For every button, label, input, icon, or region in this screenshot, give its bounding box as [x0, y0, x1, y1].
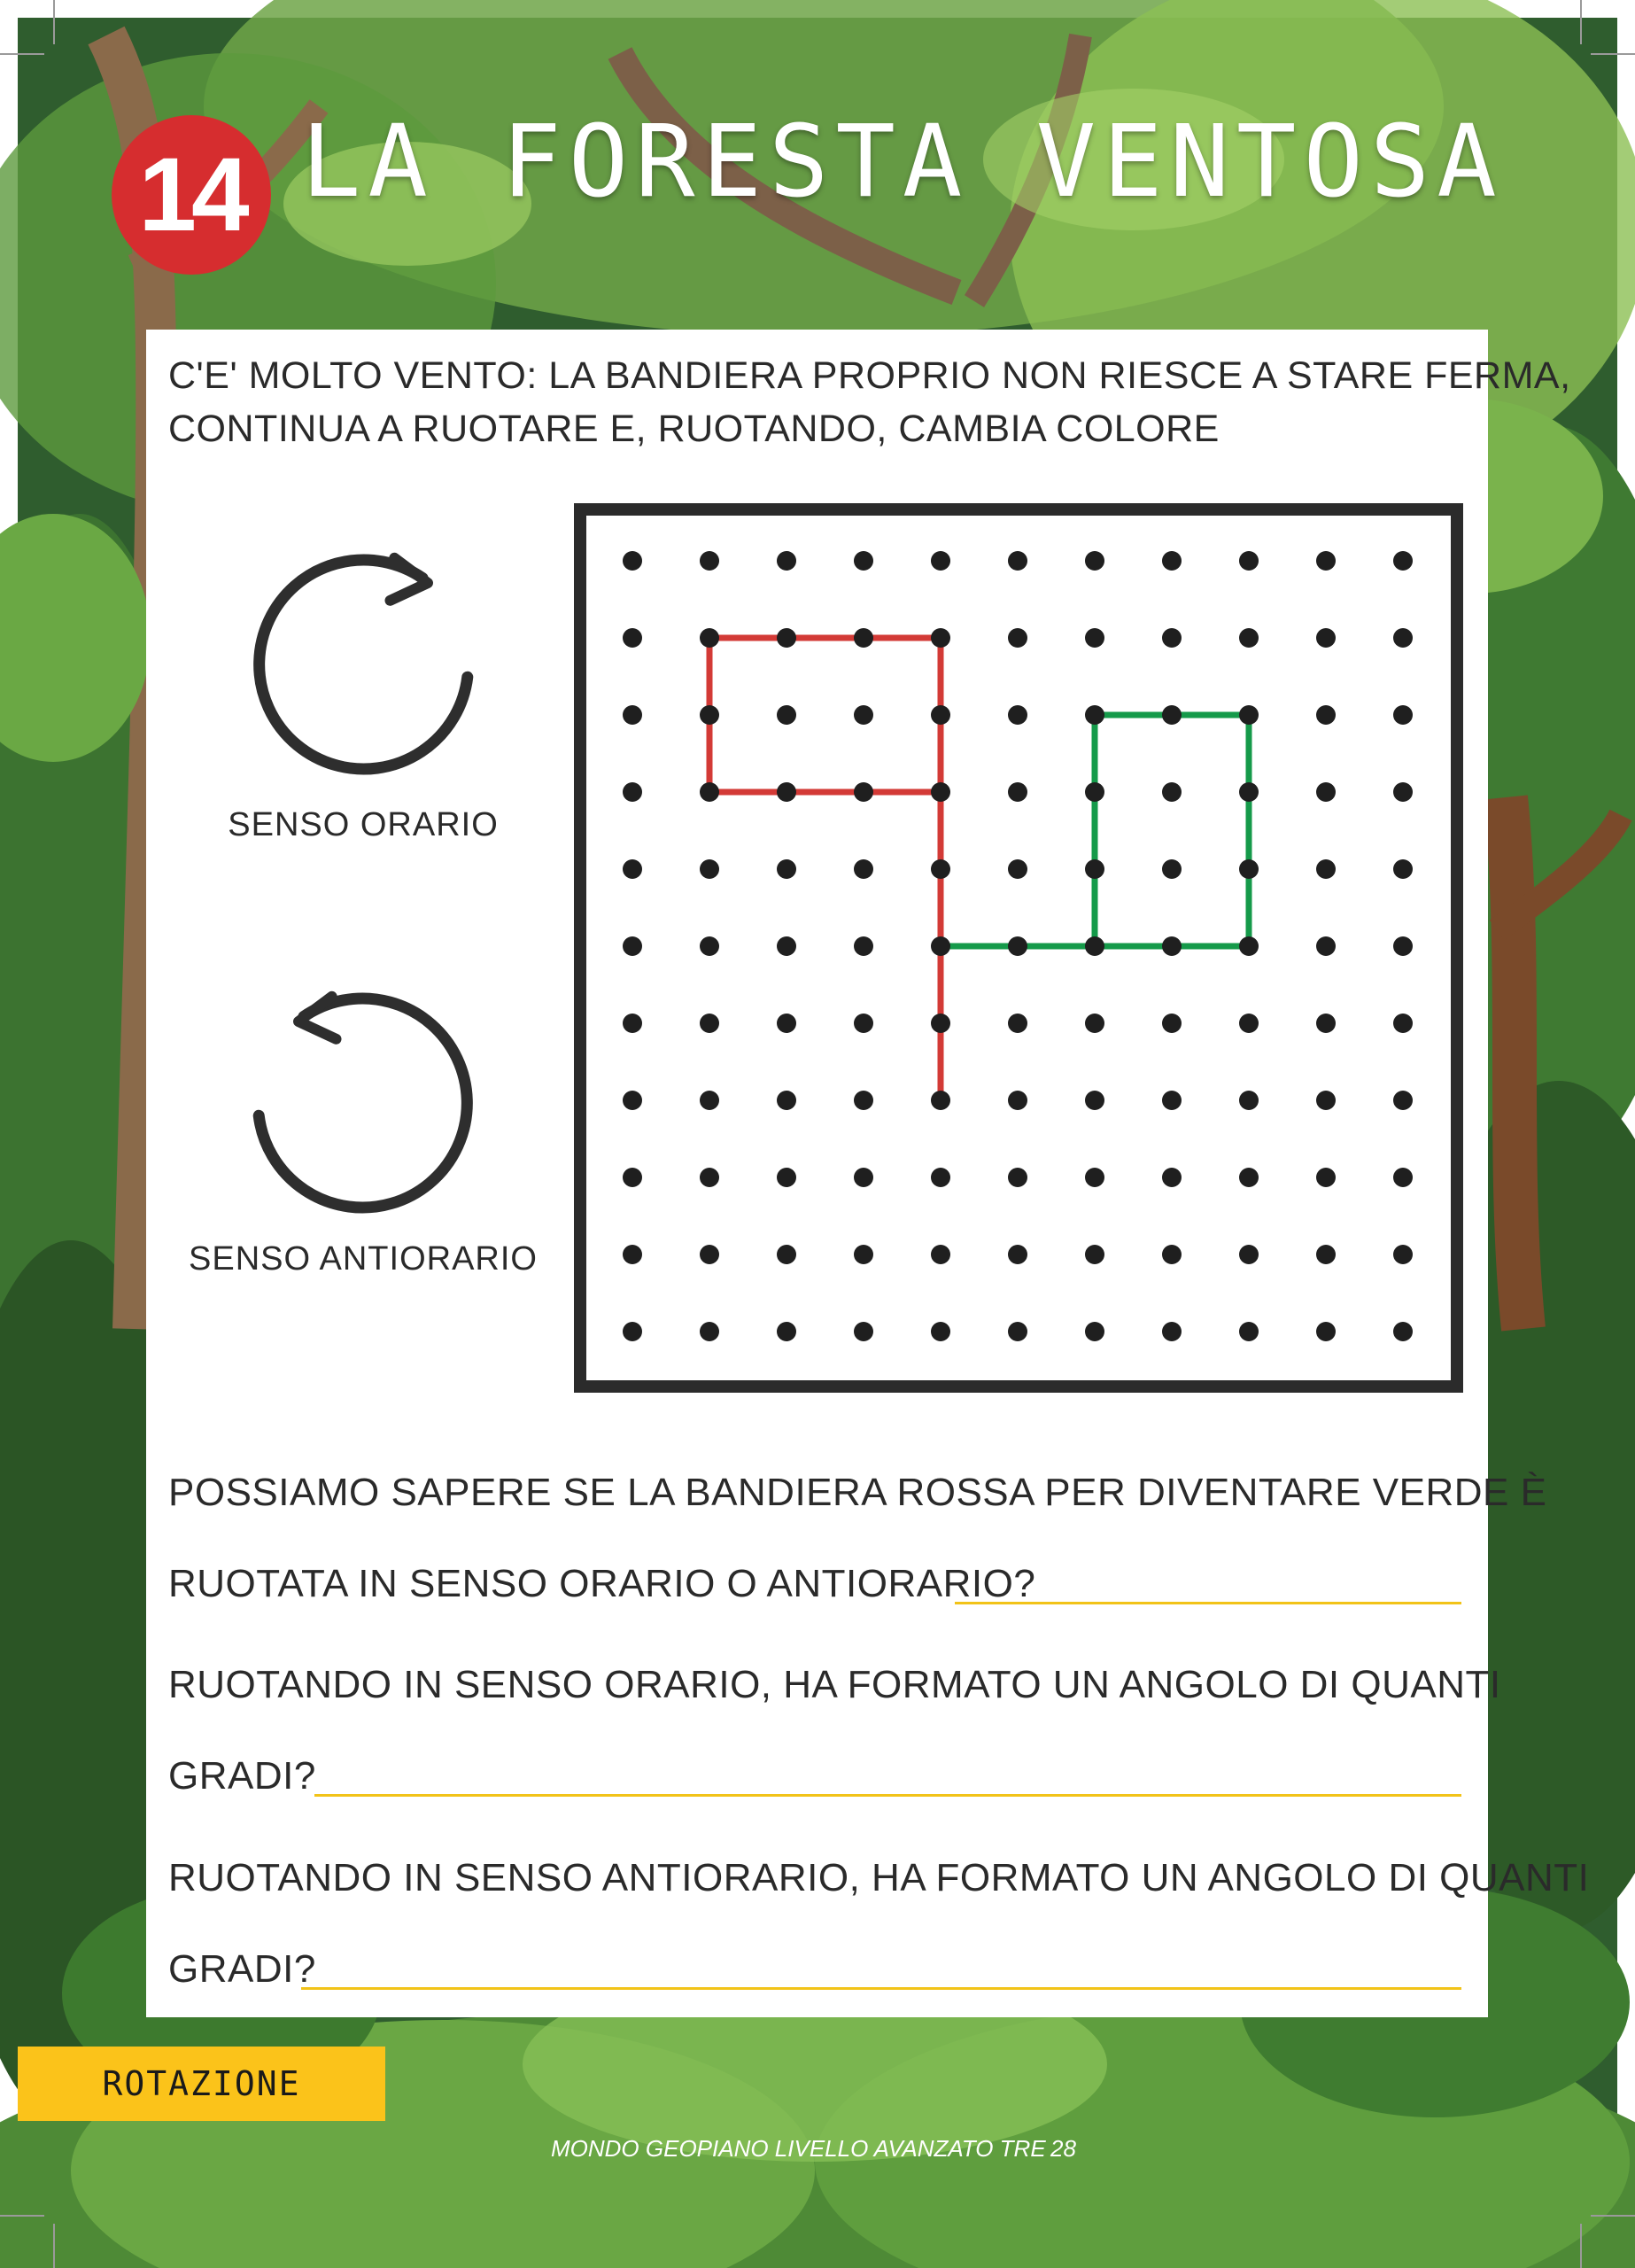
- geoboard-peg: [777, 628, 796, 648]
- activity-number: 14: [138, 136, 244, 253]
- topic-tag-label: ROTAZIONE: [102, 2064, 301, 2103]
- geoboard-peg: [931, 1245, 950, 1264]
- geoboard-peg: [1239, 628, 1259, 648]
- geoboard-peg: [1316, 1091, 1336, 1110]
- geoboard-peg: [700, 782, 719, 802]
- geoboard-peg: [854, 1091, 873, 1110]
- geoboard-peg: [931, 1091, 950, 1110]
- geoboard-peg: [854, 551, 873, 571]
- geoboard-peg: [1316, 936, 1336, 956]
- geoboard-peg: [931, 859, 950, 879]
- geoboard-peg: [1239, 1014, 1259, 1033]
- geoboard-peg: [1393, 628, 1413, 648]
- geoboard-peg: [1239, 1091, 1259, 1110]
- geoboard: [574, 503, 1463, 1393]
- geoboard-peg: [1085, 628, 1104, 648]
- geoboard-peg: [700, 1168, 719, 1187]
- intro-text-line-2: CONTINUA A RUOTARE E, RUOTANDO, CAMBIA COLORE: [168, 408, 1220, 450]
- geoboard-peg: [1085, 551, 1104, 571]
- crop-mark: [0, 2215, 44, 2217]
- crop-mark: [53, 0, 55, 44]
- geoboard-peg: [1008, 1168, 1027, 1187]
- geoboard-peg: [1162, 782, 1182, 802]
- geoboard-peg: [1316, 1322, 1336, 1341]
- answer-line-1[interactable]: [955, 1602, 1461, 1604]
- geoboard-peg: [1316, 1245, 1336, 1264]
- geoboard-peg: [1085, 1322, 1104, 1341]
- geoboard-peg: [623, 782, 642, 802]
- geoboard-peg: [1008, 1322, 1027, 1341]
- geoboard-peg: [1393, 1168, 1413, 1187]
- geoboard-peg: [1393, 551, 1413, 571]
- geoboard-peg: [1393, 859, 1413, 879]
- geoboard-peg: [623, 936, 642, 956]
- geoboard-peg: [1162, 936, 1182, 956]
- geoboard-peg: [1316, 551, 1336, 571]
- geoboard-peg: [1008, 1091, 1027, 1110]
- crop-mark: [53, 2224, 55, 2268]
- geoboard-peg: [1008, 936, 1027, 956]
- geoboard-peg: [700, 551, 719, 571]
- geoboard-peg: [777, 705, 796, 725]
- geoboard-peg: [931, 936, 950, 956]
- geoboard-peg: [1008, 859, 1027, 879]
- geoboard-peg: [623, 628, 642, 648]
- geoboard-peg: [1393, 1014, 1413, 1033]
- geoboard-peg: [854, 705, 873, 725]
- counterclockwise-arrow-icon: [239, 979, 487, 1227]
- geoboard-peg: [1162, 1245, 1182, 1264]
- crop-mark: [0, 53, 44, 55]
- geoboard-peg: [700, 705, 719, 725]
- crop-mark: [1580, 0, 1582, 44]
- geoboard-peg: [1239, 1168, 1259, 1187]
- geoboard-peg: [1008, 1245, 1027, 1264]
- question-2-line-1: RUOTANDO IN SENSO ORARIO, HA FORMATO UN ANGOLO DI QUANTI: [168, 1663, 1501, 1706]
- intro-text-line-1: C'E' MOLTO VENTO: LA BANDIERA PROPRIO NON RIESCE A STARE FERMA,: [168, 354, 1571, 397]
- geoboard-peg: [777, 936, 796, 956]
- geoboard-peg: [1008, 782, 1027, 802]
- geoboard-peg: [1239, 936, 1259, 956]
- geoboard-peg: [700, 1322, 719, 1341]
- geoboard-peg: [1008, 1014, 1027, 1033]
- geoboard-peg: [1239, 1322, 1259, 1341]
- geoboard-peg: [1008, 628, 1027, 648]
- geoboard-peg: [623, 1091, 642, 1110]
- geoboard-peg: [1239, 551, 1259, 571]
- geoboard-peg: [854, 936, 873, 956]
- geoboard-peg: [854, 1245, 873, 1264]
- question-1-line-2: RUOTATA IN SENSO ORARIO O ANTIORARIO?: [168, 1562, 1036, 1605]
- geoboard-peg: [1162, 628, 1182, 648]
- geoboard-peg: [1316, 859, 1336, 879]
- geoboard-peg: [1162, 859, 1182, 879]
- crop-mark: [1591, 2215, 1635, 2217]
- geoboard-peg: [777, 1091, 796, 1110]
- geoboard-peg: [854, 1014, 873, 1033]
- geoboard-peg: [623, 1168, 642, 1187]
- geoboard-peg: [854, 1322, 873, 1341]
- footer-book-title: MONDO GEOPIANO LIVELLO AVANZATO TRE: [551, 2135, 1046, 2162]
- question-2-line-2: GRADI?: [168, 1754, 316, 1798]
- clockwise-label: SENSO ORARIO: [228, 806, 499, 843]
- geoboard-peg: [700, 1014, 719, 1033]
- question-1-line-1: POSSIAMO SAPERE SE LA BANDIERA ROSSA PER DIVENTARE VERDE È: [168, 1471, 1547, 1514]
- crop-mark: [1580, 2224, 1582, 2268]
- answer-line-2[interactable]: [314, 1794, 1461, 1797]
- geoboard-peg: [1162, 705, 1182, 725]
- geoboard-peg: [623, 1322, 642, 1341]
- geoboard-peg: [1393, 1091, 1413, 1110]
- geoboard-peg: [1239, 782, 1259, 802]
- question-3-line-1: RUOTANDO IN SENSO ANTIORARIO, HA FORMATO UN ANGOLO DI QUANTI: [168, 1856, 1590, 1899]
- geoboard-peg: [623, 859, 642, 879]
- crop-mark: [1591, 53, 1635, 55]
- geoboard-peg: [700, 859, 719, 879]
- geoboard-peg: [700, 1091, 719, 1110]
- geoboard-peg: [1393, 782, 1413, 802]
- geoboard-peg: [1008, 551, 1027, 571]
- geoboard-peg: [854, 1168, 873, 1187]
- geoboard-peg: [623, 1245, 642, 1264]
- geoboard-peg: [777, 551, 796, 571]
- geoboard-peg: [1393, 1322, 1413, 1341]
- geoboard-peg: [1085, 936, 1104, 956]
- geoboard-peg: [700, 936, 719, 956]
- footer-page-number: 28: [1050, 2135, 1076, 2162]
- geoboard-peg: [1393, 705, 1413, 725]
- geoboard-peg: [931, 551, 950, 571]
- geoboard-peg: [931, 782, 950, 802]
- geoboard-peg: [1393, 936, 1413, 956]
- geoboard-peg: [931, 1168, 950, 1187]
- geoboard-peg: [931, 705, 950, 725]
- geoboard-peg: [1085, 1168, 1104, 1187]
- geoboard-peg: [1162, 551, 1182, 571]
- geoboard-peg: [1085, 1014, 1104, 1033]
- geoboard-peg: [1316, 1168, 1336, 1187]
- geoboard-peg: [854, 628, 873, 648]
- geoboard-peg: [1316, 782, 1336, 802]
- geoboard-peg: [777, 859, 796, 879]
- counterclockwise-label: SENSO ANTIORARIO: [189, 1240, 538, 1278]
- geoboard-peg: [623, 705, 642, 725]
- geoboard-peg: [854, 859, 873, 879]
- geoboard-peg: [931, 628, 950, 648]
- geoboard-peg: [1162, 1322, 1182, 1341]
- geoboard-peg: [1085, 1091, 1104, 1110]
- geoboard-peg: [1239, 859, 1259, 879]
- geoboard-peg: [1162, 1014, 1182, 1033]
- geoboard-peg: [1316, 705, 1336, 725]
- geoboard-peg: [1085, 1245, 1104, 1264]
- geoboard-peg: [1085, 782, 1104, 802]
- geoboard-peg: [777, 1168, 796, 1187]
- answer-line-3[interactable]: [301, 1987, 1461, 1990]
- geoboard-peg: [931, 1322, 950, 1341]
- question-3-line-2: GRADI?: [168, 1947, 316, 1991]
- clockwise-arrow-icon: [239, 540, 487, 788]
- geoboard-peg: [1316, 628, 1336, 648]
- geoboard-peg: [777, 782, 796, 802]
- geoboard-peg: [1008, 705, 1027, 725]
- geoboard-peg: [1085, 859, 1104, 879]
- geoboard-peg: [1162, 1168, 1182, 1187]
- geoboard-peg: [854, 782, 873, 802]
- geoboard-peg: [931, 1014, 950, 1033]
- geoboard-peg: [700, 1245, 719, 1264]
- geoboard-peg: [1085, 705, 1104, 725]
- geoboard-peg: [700, 628, 719, 648]
- geoboard-peg: [777, 1245, 796, 1264]
- geoboard-peg: [1162, 1091, 1182, 1110]
- geoboard-peg: [777, 1322, 796, 1341]
- geoboard-peg: [777, 1014, 796, 1033]
- geoboard-peg: [1239, 1245, 1259, 1264]
- geoboard-peg: [1316, 1014, 1336, 1033]
- geoboard-peg: [1239, 705, 1259, 725]
- geoboard-peg: [623, 1014, 642, 1033]
- page-title: LA FORESTA VENTOSA: [301, 105, 1504, 220]
- geoboard-peg: [1393, 1245, 1413, 1264]
- geoboard-peg: [623, 551, 642, 571]
